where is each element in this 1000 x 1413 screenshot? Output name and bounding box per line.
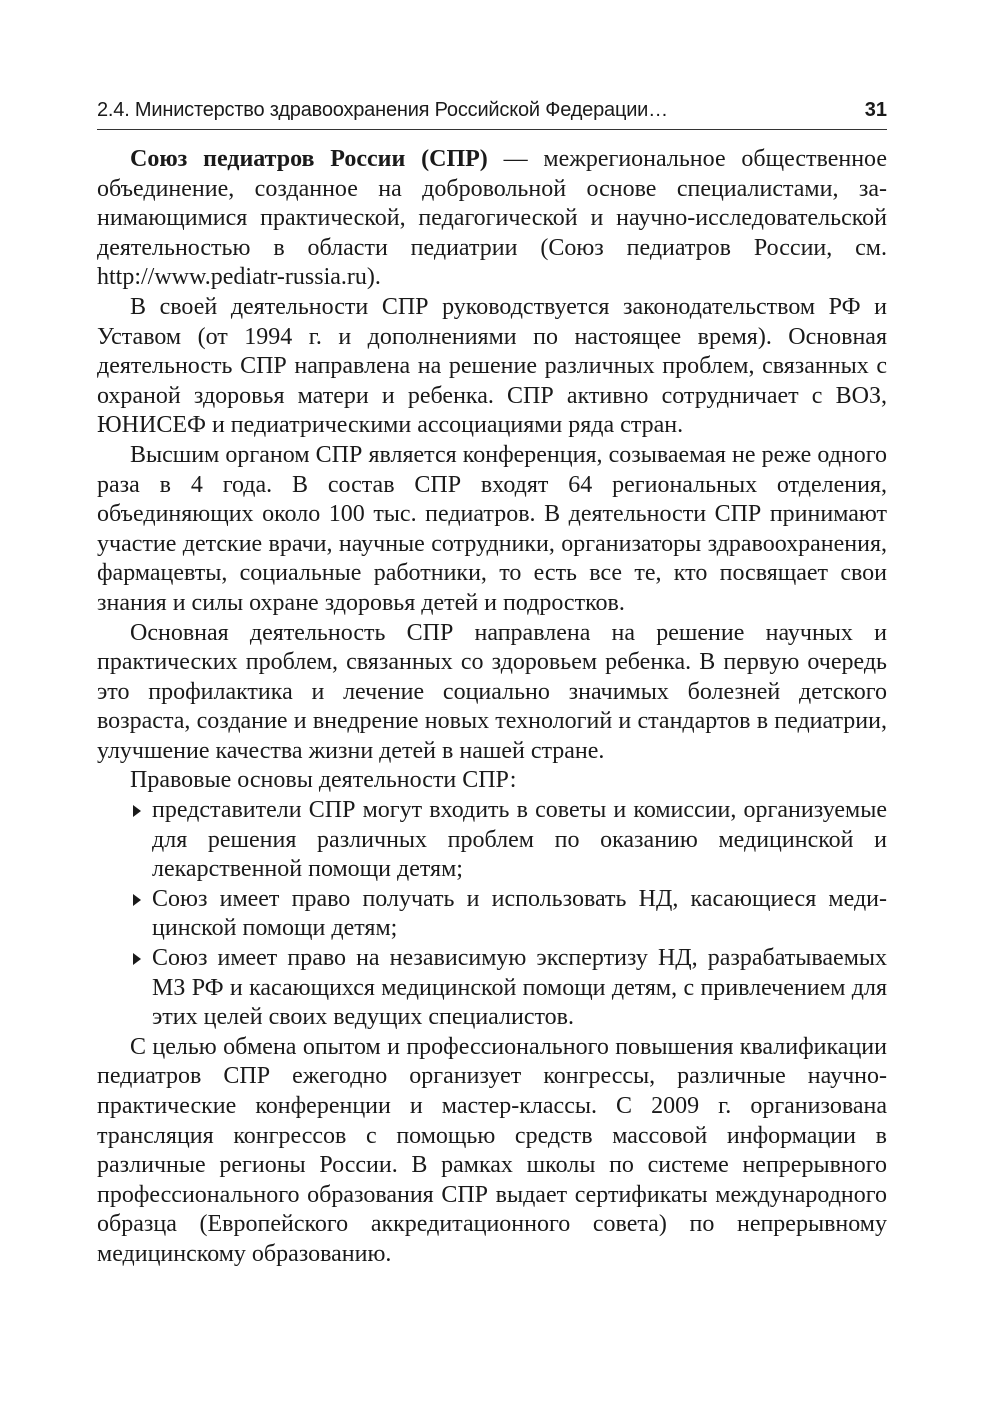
body-text — [97, 145, 887, 1270]
list-item — [97, 796, 887, 885]
bold-term: Союз педиатров России (СПР) — [130, 146, 488, 172]
list-item — [97, 944, 887, 1033]
paragraph-congresses — [97, 1033, 887, 1270]
paragraph-text: Высшим органом СПР является конференция, созываемая не реже одного раза в 4 года. В состав СПР входят 64 региональных отделения, объединяющих около 100 тыс. педиатров. В деятельности СПР принимают участие детские врачи, научные сотрудники, организаторы здравоохранения, фармацевты, социальные работники, то есть все те, кто посвящает свои знания и силы охране здоровья детей и подростков. — [97, 441, 887, 616]
triangle-bullet-icon — [133, 953, 141, 965]
list-item-text: Союз имеет право получать и использовать НД, касающиеся медицинской помощи детям; — [152, 885, 887, 942]
triangle-bullet-icon — [133, 894, 141, 906]
page-number: 31 — [864, 99, 887, 121]
running-header — [97, 95, 887, 130]
paragraph-governance — [97, 441, 887, 619]
legal-basis-intro — [97, 766, 887, 796]
paragraph-text: — межрегиональное общественное объединение, созданное на добровольной основе специалистами, занимающимися практической, педагогической и научно-исследовательской деятельностью в области педиатрии (Союз педиатров России, см. http://www.pediatr-russia.ru). — [97, 146, 887, 291]
paragraph-text: Основная деятельность СПР направлена на решение научных и практических проблем, связанных со здоровьем ребенка. В первую очередь это профилактика и лечение социально значимых болезней детского возраста, создание и внедрение новых технологий и стандартов в педиатрии, улучшение качества жизни детей в нашей стране. — [97, 619, 887, 764]
paragraph-spr-definition — [97, 145, 887, 293]
list-item-text: Союз имеет право на независимую экспертизу НД, разрабатываемых МЗ РФ и касающихся медицинской помощи детям, с привлечением для этих целей своих ведущих специалистов. — [152, 945, 887, 1031]
paragraph-text: С целью обмена опытом и профессионального повышения квалификации педиатров СПР ежегодно организует конгрессы, различные научно-практические конференции и мастер-классы. С 2009 г. организована трансляция конгрессов с помощью средств массовой информации в различные регионы России. В рамках школы по системе непрерывного профессионального образования СПР выдает сертификаты международного образца (Европейского аккредитационного совета) по непрерывному медицинскому образованию. — [97, 1033, 887, 1267]
legal-basis-list — [97, 796, 887, 1033]
section-title: 2.4. Министерство здравоохранения Российской Федерации… — [97, 99, 668, 121]
paragraph-text: В своей деятельности СПР руководствуется законодательством РФ и Уставом (от 1994 г. и дополнениями по настоящее время). Основная деятельность СПР направлена на решение различных проблем, связанных с охраной здоровья матери и ребенка. СПР активно сотрудничает с ВОЗ, ЮНИСЕФ и педиатрическими ассоциациями ряда стран. — [97, 293, 887, 439]
list-item — [97, 885, 887, 944]
triangle-bullet-icon — [133, 805, 141, 817]
paragraph-main-activity — [97, 619, 887, 767]
list-item-text: представители СПР могут входить в советы и комиссии, организуемые для решения различных проблем по оказанию медицинской и лекарственной помощи детям; — [152, 797, 887, 883]
paragraph-text: Правовые основы деятельности СПР: — [130, 767, 517, 794]
paragraph-legislation — [97, 293, 887, 441]
